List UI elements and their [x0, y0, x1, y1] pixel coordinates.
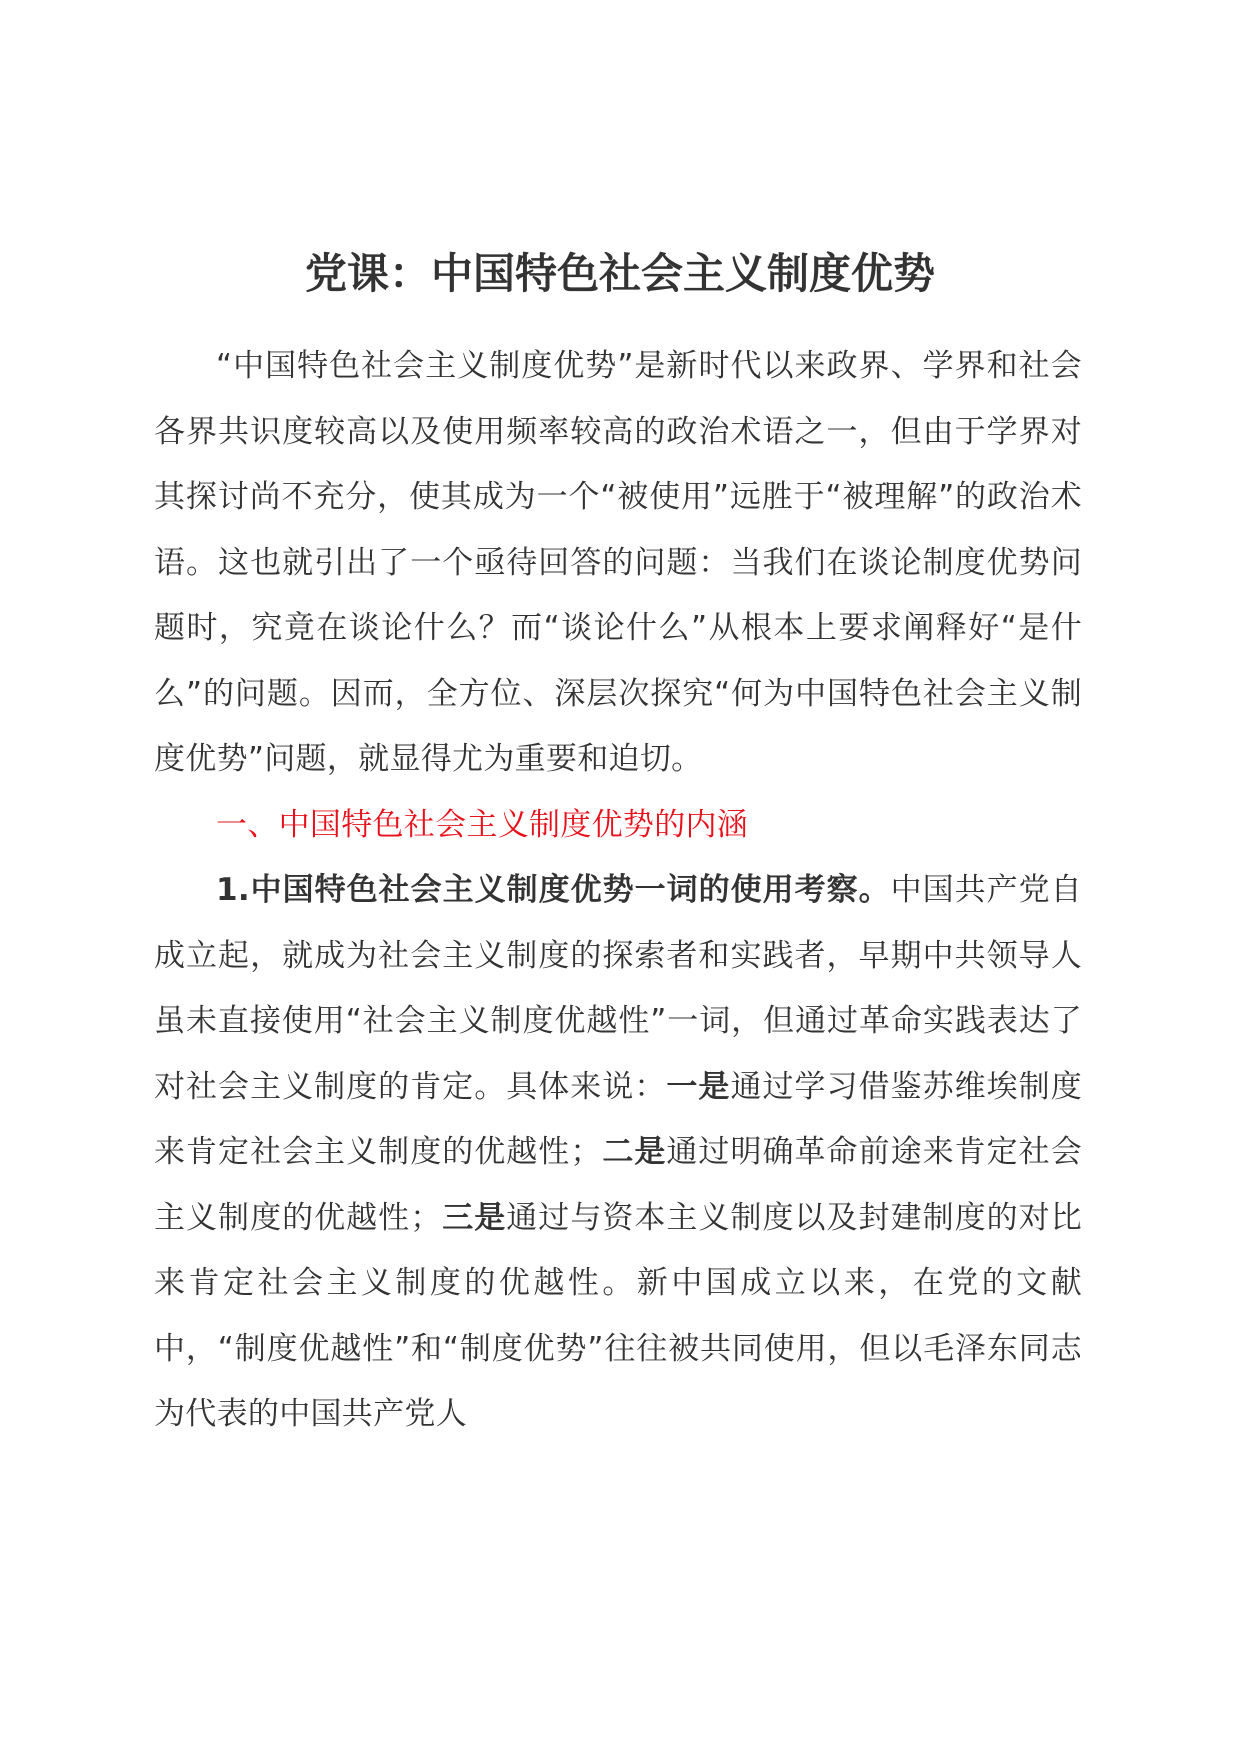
point-marker-3: 三是	[441, 1199, 507, 1236]
section-heading-1: 一、中国特色社会主义制度优势的内涵	[216, 806, 749, 843]
subsection-1-text-b: 通过学习借鉴苏维埃制度来肯定社会主义制度的优越性；	[154, 1068, 1082, 1170]
subsection-1-text-a: 中国共产党自成立起，就成为社会主义制度的探索者和实践者，早期中共领导人虽未直接使用“社会主义制度优越性”一词，但通过革命实践表达了对社会主义制度的肯定。具体来说：	[154, 872, 1082, 1105]
subsection-1-lead: 1.中国特色社会主义制度优势一词的使用考察。	[216, 872, 891, 908]
subsection-1-text-c: 通过明确革命前途来肯定社会主义制度的优越性；	[154, 1134, 1082, 1236]
point-marker-1: 一是	[666, 1068, 731, 1105]
document-body	[154, 334, 1082, 1448]
subsection-1-text-d: 通过与资本主义制度以及封建制度的对比来肯定社会主义制度的优越性。新中国成立以来，在党的文献中，“制度优越性”和“制度优势”往往被共同使用，但以毛泽东同志为代表的中国共产党人	[154, 1199, 1082, 1432]
subsection-1-paragraph	[154, 858, 1082, 1448]
document-title: 党课：中国特色社会主义制度优势	[304, 249, 935, 298]
point-marker-2: 二是	[601, 1134, 667, 1170]
intro-paragraph: “中国特色社会主义制度优势”是新时代以来政界、学界和社会各界共识度较高以及使用频率较高的政治术语之一，但由于学界对其探讨尚不充分，使其成为一个“被使用”远胜于“被理解”的政治术语。这也就引出了一个亟待回答的问题：当我们在谈论制度优势问题时，究竟在谈论什么？而“谈论什么”从根本上要求阐释好“是什么”的问题。因而，全方位、深层次探究“何为中国特色社会主义制度优势”问题，就显得尤为重要和迫切。	[154, 348, 1082, 777]
